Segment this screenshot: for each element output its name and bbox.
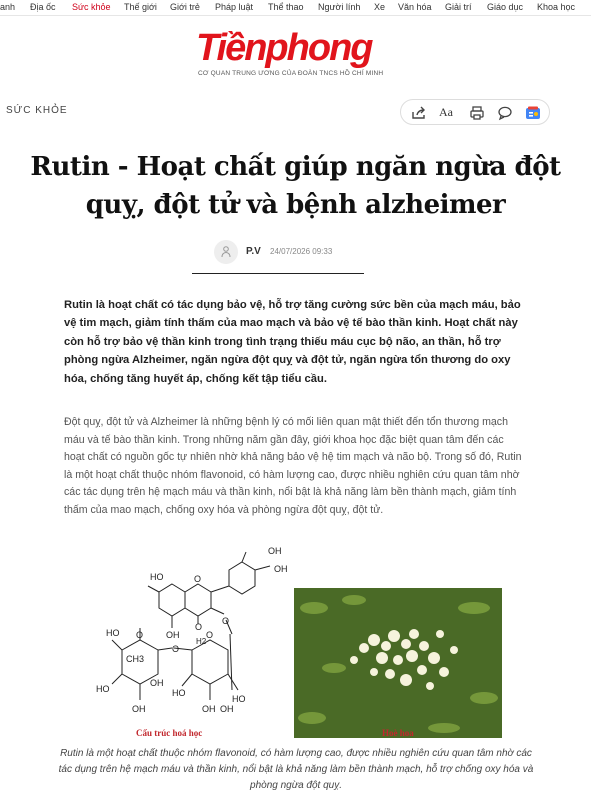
atom-label: OH xyxy=(274,564,288,574)
article-figure xyxy=(92,540,502,745)
atom-label: OH xyxy=(132,704,146,714)
section-label[interactable]: SỨC KHỎE xyxy=(6,105,68,116)
atom-label: O xyxy=(136,630,144,640)
atom-label: O xyxy=(222,616,230,626)
share-icon[interactable] xyxy=(411,105,427,121)
avatar[interactable] xyxy=(214,240,238,264)
nav-item[interactable]: Khoa học xyxy=(537,2,576,12)
atom-label: O xyxy=(172,644,180,654)
logo-tagline: CƠ QUAN TRUNG ƯƠNG CỦA ĐOÀN TNCS HỒ CHÍ MINH xyxy=(198,70,384,77)
nav-item[interactable]: Giải trí xyxy=(445,2,472,12)
byline-divider xyxy=(192,273,364,274)
atom-label: O xyxy=(194,574,202,584)
font-size-icon[interactable]: Aa xyxy=(439,105,453,119)
print-icon[interactable] xyxy=(469,105,485,121)
nav-item[interactable]: Thế giới xyxy=(124,2,157,12)
article-toolbar xyxy=(400,99,550,125)
user-icon xyxy=(221,246,231,258)
nav-item[interactable]: Người lính xyxy=(318,2,361,12)
nav-item[interactable]: Pháp luật xyxy=(215,2,254,12)
logo-wordmark: Tiềnphong xyxy=(196,27,372,69)
atom-label: OH xyxy=(220,704,234,714)
author-name[interactable]: P.V xyxy=(246,246,261,257)
article-title: Rutin - Hoạt chất giúp ngăn ngừa đột quỵ, đột tử và bệnh alzheimer xyxy=(30,152,561,220)
nav-item[interactable]: Giới trẻ xyxy=(170,2,200,12)
figure-caption: Rutin là một hoạt chất thuộc nhóm flavonoid, có hàm lượng cao, được nhiều nghiên cứu quan tâm nhờ các tác dụng trên hệ mạch máu và thần kinh, nổi bật là khả năng làm bền thành mạch, hỗ trợ chống oxy hóa và phòng ngừa đột quỵ. xyxy=(58,748,534,791)
atom-label: OH xyxy=(202,704,216,714)
atom-label: OH xyxy=(150,678,164,688)
google-news-icon[interactable] xyxy=(525,105,541,121)
nav-item[interactable]: Xe xyxy=(374,2,386,12)
article-paragraph: Đột quỵ, đột tử và Alzheimer là những bệnh lý có mối liên quan mật thiết đến tổn thương mạch máu và tế bào thần kinh. Trong những năm gần đây, giới khoa học đặc biệt quan tâm đến các hoạt chất có nguồn gốc tự nhiên nhờ khả năng bảo vệ hệ tim mạch và não bộ. Trong số đó, Rutin là một hoạt chất thuộc nhóm flavonoid, có hàm lượng cao, được nhiều nghiên cứu quan tâm nhờ các tác dụng trên hệ mạch máu và thần kinh, nổi bật là khả năng làm bền thành mạch, giảm tính thấm của mao mạch, chống oxy hóa và phòng ngừa đột quỵ, đột tử. xyxy=(64,416,522,516)
atom-label: OH xyxy=(166,630,180,640)
publish-date: 24/07/2026 09:33 xyxy=(270,247,333,256)
nav-item[interactable]: anh xyxy=(0,2,16,12)
atom-label: HO xyxy=(106,628,120,638)
atom-label: H2 xyxy=(196,637,207,646)
nav-item[interactable]: Văn hóa xyxy=(398,2,432,12)
atom-label: CH3 xyxy=(126,654,145,664)
figure-label-photo: Hoè hoa xyxy=(382,728,414,738)
nav-item-active[interactable]: Sức khỏe xyxy=(72,2,111,12)
article-sapo: Rutin là hoạt chất có tác dụng bảo vệ, hỗ trợ tăng cường sức bền của mạch máu, bảo vệ tim mạch, giảm tính thấm của mao mạch và bảo vệ tế bào thần kinh. Hoạt chất này còn hỗ trợ bảo vệ thần kinh trong tình trạng thiếu máu cục bộ não, an thần, hỗ trợ phòng ngừa Alzheimer, ngăn ngừa đột quỵ và đột tử, ngăn ngừa tổn thương do oxy hóa, chống tăng huyết áp, chống kết tập tiểu cầu. xyxy=(64,299,521,385)
nav-item[interactable]: Giáo dục xyxy=(487,2,524,12)
atom-label: O xyxy=(195,622,203,632)
atom-label: HO xyxy=(96,684,110,694)
comment-icon[interactable] xyxy=(497,105,513,121)
atom-label: HO xyxy=(150,572,164,582)
atom-label: HO xyxy=(172,688,186,698)
nav-item[interactable]: Thể thao xyxy=(268,2,304,12)
top-navigation xyxy=(0,0,591,16)
masthead-logo[interactable] xyxy=(196,27,384,84)
atom-label: O xyxy=(206,630,214,640)
sophora-flower-photo xyxy=(294,588,502,738)
atom-label: OH xyxy=(268,546,282,556)
atom-label: HO xyxy=(232,694,246,704)
rutin-structure-diagram xyxy=(92,540,302,745)
nav-item[interactable]: Địa ốc xyxy=(30,2,56,12)
figure-label-structure: Cấu trúc hoá học xyxy=(136,728,203,738)
